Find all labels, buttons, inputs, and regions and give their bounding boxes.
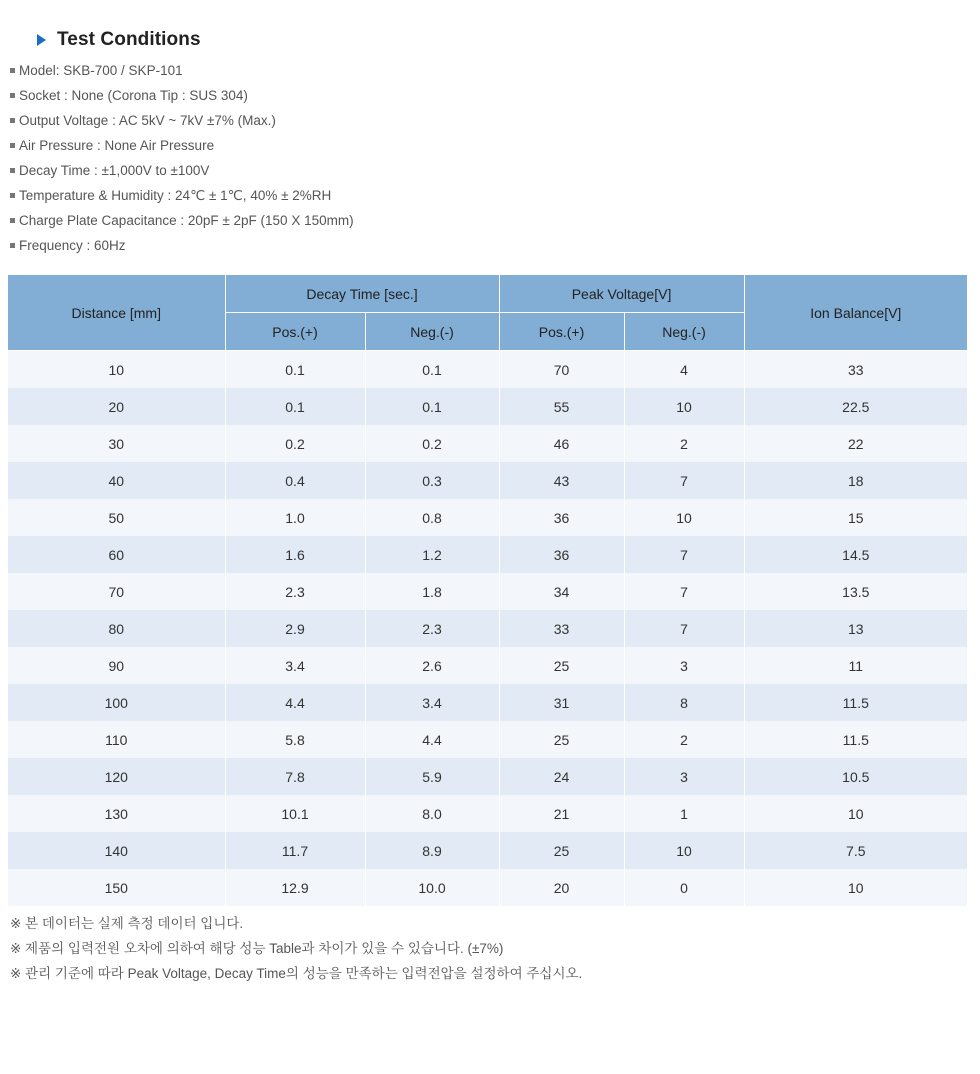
cell-decay-neg: 0.2 xyxy=(365,425,499,462)
cell-peak-neg: 2 xyxy=(624,425,744,462)
condition-item xyxy=(10,108,354,133)
performance-table xyxy=(8,274,967,906)
table-row xyxy=(8,869,967,906)
cell-distance: 80 xyxy=(8,610,225,647)
table-row xyxy=(8,351,967,389)
cell-decay-pos: 2.9 xyxy=(225,610,365,647)
square-bullet-icon xyxy=(10,218,15,223)
cell-peak-pos: 34 xyxy=(499,573,624,610)
header-peak-voltage: Peak Voltage[V] xyxy=(499,275,744,313)
condition-item xyxy=(10,58,354,83)
cell-decay-neg: 0.3 xyxy=(365,462,499,499)
square-bullet-icon xyxy=(10,193,15,198)
cell-ion-balance: 13 xyxy=(744,610,967,647)
cell-peak-neg: 0 xyxy=(624,869,744,906)
cell-peak-pos: 24 xyxy=(499,758,624,795)
table-row xyxy=(8,573,967,610)
cell-decay-neg: 5.9 xyxy=(365,758,499,795)
cell-distance: 20 xyxy=(8,388,225,425)
cell-peak-neg: 3 xyxy=(624,758,744,795)
cell-peak-pos: 20 xyxy=(499,869,624,906)
cell-ion-balance: 22.5 xyxy=(744,388,967,425)
cell-decay-pos: 7.8 xyxy=(225,758,365,795)
cell-distance: 140 xyxy=(8,832,225,869)
condition-text: Output Voltage : AC 5kV ~ 7kV ±7% (Max.) xyxy=(19,113,276,128)
cell-peak-pos: 46 xyxy=(499,425,624,462)
table-row xyxy=(8,425,967,462)
cell-decay-neg: 2.3 xyxy=(365,610,499,647)
cell-peak-neg: 8 xyxy=(624,684,744,721)
cell-peak-neg: 4 xyxy=(624,351,744,389)
test-conditions-list xyxy=(10,58,354,258)
cell-distance: 150 xyxy=(8,869,225,906)
condition-item xyxy=(10,158,354,183)
header-decay-neg: Neg.(-) xyxy=(365,313,499,351)
table-body xyxy=(8,351,967,907)
cell-decay-neg: 0.8 xyxy=(365,499,499,536)
condition-item xyxy=(10,183,354,208)
section-title-text: Test Conditions xyxy=(57,29,201,50)
cell-decay-neg: 1.8 xyxy=(365,573,499,610)
condition-text: Socket : None (Corona Tip : SUS 304) xyxy=(19,88,248,103)
cell-decay-pos: 0.1 xyxy=(225,351,365,389)
cell-peak-neg: 7 xyxy=(624,610,744,647)
cell-decay-neg: 3.4 xyxy=(365,684,499,721)
note-item: ※ 제품의 입력전원 오차에 의하여 해당 성능 Table과 차이가 있을 수 있습니다. (±7%) xyxy=(10,941,504,956)
cell-distance: 110 xyxy=(8,721,225,758)
cell-peak-pos: 43 xyxy=(499,462,624,499)
cell-ion-balance: 10 xyxy=(744,795,967,832)
cell-distance: 10 xyxy=(8,351,225,389)
condition-text: Decay Time : ±1,000V to ±100V xyxy=(19,163,210,178)
cell-peak-neg: 2 xyxy=(624,721,744,758)
header-peak-pos: Pos.(+) xyxy=(499,313,624,351)
condition-text: Model: SKB-700 / SKP-101 xyxy=(19,63,183,78)
square-bullet-icon xyxy=(10,68,15,73)
cell-decay-pos: 10.1 xyxy=(225,795,365,832)
table-row xyxy=(8,610,967,647)
cell-decay-neg: 1.2 xyxy=(365,536,499,573)
cell-distance: 70 xyxy=(8,573,225,610)
cell-decay-neg: 8.0 xyxy=(365,795,499,832)
cell-peak-neg: 1 xyxy=(624,795,744,832)
cell-distance: 90 xyxy=(8,647,225,684)
cell-distance: 100 xyxy=(8,684,225,721)
cell-peak-neg: 7 xyxy=(624,462,744,499)
cell-decay-neg: 8.9 xyxy=(365,832,499,869)
cell-decay-pos: 12.9 xyxy=(225,869,365,906)
cell-decay-pos: 0.1 xyxy=(225,388,365,425)
cell-decay-pos: 11.7 xyxy=(225,832,365,869)
cell-decay-pos: 1.0 xyxy=(225,499,365,536)
cell-peak-pos: 25 xyxy=(499,832,624,869)
note-item: ※ 본 데이터는 실제 측정 데이터 입니다. xyxy=(10,916,244,931)
cell-ion-balance: 11.5 xyxy=(744,684,967,721)
cell-ion-balance: 11.5 xyxy=(744,721,967,758)
cell-peak-neg: 3 xyxy=(624,647,744,684)
cell-peak-pos: 36 xyxy=(499,536,624,573)
cell-peak-neg: 7 xyxy=(624,536,744,573)
cell-distance: 120 xyxy=(8,758,225,795)
cell-peak-neg: 10 xyxy=(624,499,744,536)
cell-decay-pos: 3.4 xyxy=(225,647,365,684)
cell-distance: 40 xyxy=(8,462,225,499)
cell-ion-balance: 15 xyxy=(744,499,967,536)
cell-ion-balance: 13.5 xyxy=(744,573,967,610)
cell-decay-pos: 1.6 xyxy=(225,536,365,573)
table-row xyxy=(8,388,967,425)
cell-peak-pos: 36 xyxy=(499,499,624,536)
condition-item xyxy=(10,133,354,158)
cell-ion-balance: 11 xyxy=(744,647,967,684)
cell-peak-pos: 31 xyxy=(499,684,624,721)
cell-ion-balance: 22 xyxy=(744,425,967,462)
cell-decay-neg: 0.1 xyxy=(365,351,499,389)
table-row xyxy=(8,684,967,721)
square-bullet-icon xyxy=(10,118,15,123)
cell-decay-neg: 10.0 xyxy=(365,869,499,906)
cell-distance: 60 xyxy=(8,536,225,573)
cell-ion-balance: 10 xyxy=(744,869,967,906)
table-row xyxy=(8,795,967,832)
condition-text: Frequency : 60Hz xyxy=(19,238,126,253)
cell-distance: 50 xyxy=(8,499,225,536)
cell-decay-pos: 5.8 xyxy=(225,721,365,758)
cell-decay-pos: 0.4 xyxy=(225,462,365,499)
header-decay-pos: Pos.(+) xyxy=(225,313,365,351)
cell-decay-neg: 4.4 xyxy=(365,721,499,758)
cell-peak-pos: 33 xyxy=(499,610,624,647)
header-distance: Distance [mm] xyxy=(8,275,225,351)
table-row xyxy=(8,758,967,795)
cell-peak-pos: 25 xyxy=(499,721,624,758)
triangle-bullet-icon xyxy=(37,34,46,46)
notes-list xyxy=(10,911,582,986)
cell-peak-pos: 21 xyxy=(499,795,624,832)
cell-ion-balance: 14.5 xyxy=(744,536,967,573)
cell-ion-balance: 18 xyxy=(744,462,967,499)
cell-decay-neg: 2.6 xyxy=(365,647,499,684)
condition-item xyxy=(10,208,354,233)
cell-peak-pos: 25 xyxy=(499,647,624,684)
table-row xyxy=(8,536,967,573)
cell-decay-neg: 0.1 xyxy=(365,388,499,425)
square-bullet-icon xyxy=(10,168,15,173)
condition-text: Temperature & Humidity : 24℃ ± 1℃, 40% ± 2%RH xyxy=(19,188,332,203)
cell-peak-pos: 70 xyxy=(499,351,624,389)
condition-text: Air Pressure : None Air Pressure xyxy=(19,138,215,153)
note-item: ※ 관리 기준에 따라 Peak Voltage, Decay Time의 성능을 만족하는 입력전압을 설정하여 주십시오. xyxy=(10,966,583,981)
cell-peak-neg: 10 xyxy=(624,388,744,425)
cell-distance: 30 xyxy=(8,425,225,462)
cell-ion-balance: 33 xyxy=(744,351,967,389)
table-row xyxy=(8,462,967,499)
header-decay-time: Decay Time [sec.] xyxy=(225,275,499,313)
square-bullet-icon xyxy=(10,243,15,248)
cell-peak-neg: 10 xyxy=(624,832,744,869)
square-bullet-icon xyxy=(10,143,15,148)
header-ion-balance: Ion Balance[V] xyxy=(744,275,967,351)
cell-decay-pos: 4.4 xyxy=(225,684,365,721)
table-row xyxy=(8,647,967,684)
cell-peak-pos: 55 xyxy=(499,388,624,425)
table-row xyxy=(8,721,967,758)
cell-ion-balance: 10.5 xyxy=(744,758,967,795)
square-bullet-icon xyxy=(10,93,15,98)
section-title xyxy=(37,29,201,51)
table-row xyxy=(8,832,967,869)
cell-distance: 130 xyxy=(8,795,225,832)
condition-item xyxy=(10,233,354,258)
cell-peak-neg: 7 xyxy=(624,573,744,610)
condition-text: Charge Plate Capacitance : 20pF ± 2pF (150 X 150mm) xyxy=(19,213,354,228)
cell-decay-pos: 0.2 xyxy=(225,425,365,462)
cell-decay-pos: 2.3 xyxy=(225,573,365,610)
header-peak-neg: Neg.(-) xyxy=(624,313,744,351)
condition-item xyxy=(10,83,354,108)
cell-ion-balance: 7.5 xyxy=(744,832,967,869)
table-row xyxy=(8,499,967,536)
